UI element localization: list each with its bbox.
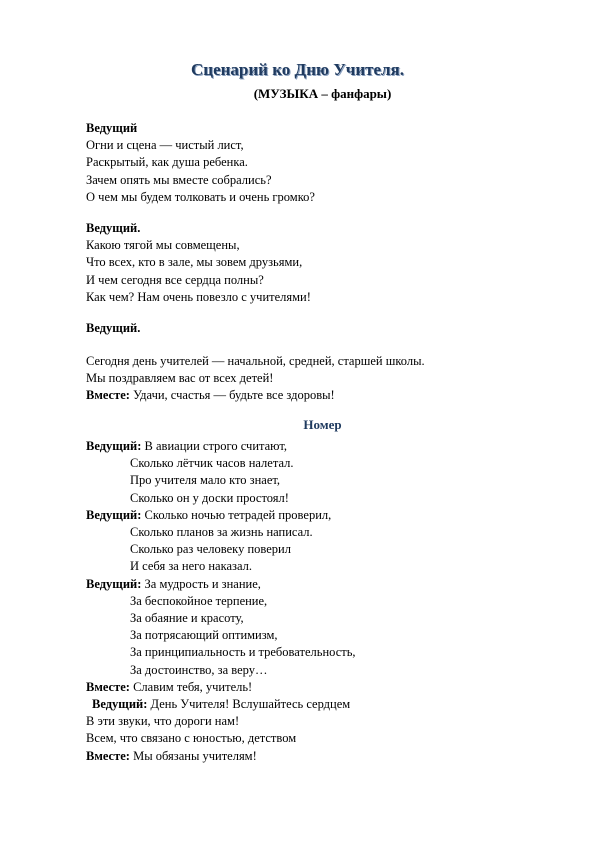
verse-line: Сколько планов за жизнь написал. <box>130 525 313 540</box>
verse-line: О чем мы будем толковать и очень громко? <box>86 189 315 204</box>
block-2 <box>86 220 311 306</box>
speaker-label: Ведущий. <box>86 221 141 235</box>
speaker-label: Ведущий: <box>86 439 142 453</box>
verse-line: Раскрытый, как душа ребенка. <box>86 155 248 170</box>
verse-line: Славим тебя, учитель! <box>129 679 253 694</box>
verse-line: И чем сегодня все сердца полны? <box>86 272 264 287</box>
verse-line: В авиации строго считают, <box>141 439 288 453</box>
verse-line: За мудрость и знание, <box>141 576 261 591</box>
block-4 <box>86 438 356 765</box>
page-title: Сценарий ко Дню Учителя. <box>191 60 404 79</box>
block-3-speaker <box>86 320 140 337</box>
speaker-label: Ведущий <box>86 121 138 135</box>
verse-line: Как чем? Нам очень повезло с учителями! <box>86 289 311 304</box>
verse-line: Мы обязаны учителям! <box>129 748 257 763</box>
speaker-label: Ведущий. <box>86 321 141 335</box>
together-label: Вместе: <box>86 679 130 694</box>
block-1 <box>86 120 315 206</box>
verse-line: Удачи, счастья — будьте все здоровы! <box>129 388 335 403</box>
page-subtitle: (МУЗЫКА – фанфары) <box>253 86 392 101</box>
verse-line: В эти звуки, что дороги нам! <box>86 714 240 729</box>
verse-line: Сколько он у доски простоял! <box>130 490 289 505</box>
verse-line: Что всех, кто в зале, мы зовем друзьями, <box>86 255 303 270</box>
speaker-label: Ведущий: <box>92 697 148 712</box>
verse-line: День Учителя! Вслушайтесь сердцем <box>147 697 351 712</box>
speaker-label: Ведущий: <box>86 576 142 591</box>
verse-line: За принципиальность и требовательность, <box>130 645 356 660</box>
verse-line: За достоинство, за веру… <box>130 662 268 677</box>
speaker-label: Ведущий: <box>86 507 142 522</box>
verse-line: Какою тягой мы совмещены, <box>86 238 240 253</box>
section-heading-number: Номер <box>303 417 342 432</box>
verse-line: Про учителя мало кто знает, <box>130 473 281 488</box>
verse-line: Сегодня день учителей — начальной, средней, старшей школы. <box>86 354 425 368</box>
verse-line: За беспокойное терпение, <box>130 593 268 608</box>
verse-line: Сколько ночью тетрадей проверил, <box>141 507 332 522</box>
verse-line: За обаяние и красоту, <box>130 611 244 626</box>
verse-line: Всем, что связано с юностью, детством <box>86 731 297 746</box>
together-label: Вместе: <box>86 748 130 763</box>
verse-line: Огни и сцена — чистый лист, <box>86 138 244 153</box>
together-label: Вместе: <box>86 388 130 403</box>
verse-line: И себя за него наказал. <box>130 559 252 574</box>
verse-line: Зачем опять мы вместе собрались? <box>86 172 272 187</box>
verse-line: За потрясающий оптимизм, <box>130 628 278 643</box>
verse-line: Сколько лётчик часов налетал. <box>130 456 294 471</box>
verse-line: Мы поздравляем вас от всех детей! <box>86 371 274 386</box>
verse-line: Сколько раз человеку поверил <box>130 542 291 557</box>
block-3 <box>86 353 425 405</box>
